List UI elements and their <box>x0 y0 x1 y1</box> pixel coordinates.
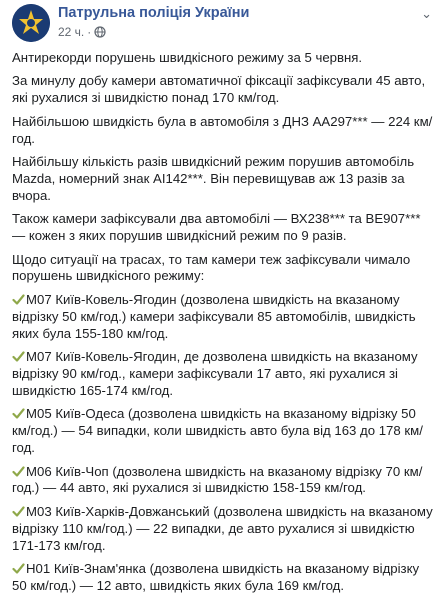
meta-separator: · <box>87 25 92 39</box>
list-item-text: М03 Київ-Харків-Довжанський (дозволена швидкість на вказаному відрізку 110 км/год.) — 22 випадки, де авто рухалися зі швидкістю 171-173 км/год. <box>12 503 433 553</box>
check-mark-icon <box>12 407 25 420</box>
post-paragraph: Найбільшою швидкість була в автомобіля з ДНЗ АА297*** — 224 км/год. <box>12 113 433 146</box>
page-name-link[interactable]: Патрульна поліція України <box>58 5 250 21</box>
list-item-text: М05 Київ-Одеса (дозволена швидкість на вказаному відрізку 50 км/год.) — 54 випадки, коли швидкість авто була від 163 до 178 км/год. <box>12 406 423 456</box>
list-item <box>12 406 436 457</box>
list-item <box>12 349 436 400</box>
list-item <box>12 504 436 555</box>
post-meta <box>58 25 106 41</box>
post-body <box>12 50 436 601</box>
list-item-text: М07 Київ-Ковель-Ягодин, де дозволена швидкість на вказаному відрізку 90 км/год., камери зафіксували 17 авто, які рухалися зі швидкістю 165-174 км/год. <box>12 349 418 398</box>
list-item-text: Н01 Київ-Знам'янка (дозволена швидкість на вказаному відрізку 50 км/год.) — 12 авто, швидкість яких була 169 км/год. <box>12 561 420 593</box>
post-paragraph: Найбільшу кількість разів швидкісний режим порушив автомобіль Mazda, номерний знак АІ142***. Він перевищував аж 13 разів за вчора. <box>12 154 415 203</box>
timestamp-link[interactable]: 22 ч. <box>58 25 85 39</box>
list-item <box>12 561 436 595</box>
list-item <box>12 292 436 343</box>
post-paragraph: За минулу добу камери автоматичної фіксації зафіксували 45 авто, які рухалися зі швидкістю понад 170 км/год. <box>12 73 426 106</box>
check-mark-icon <box>12 465 25 478</box>
list-item-text: М07 Київ-Ковель-Ягодин (дозволена швидкість на вказаному відрізку 50 км/год.) камери зафіксували 85 автомобілів, швидкість яких була 155-180 км/год. <box>12 291 416 341</box>
check-mark-icon <box>12 293 25 306</box>
chevron-down-icon[interactable]: ⌄ <box>421 6 432 21</box>
post-paragraph: Антирекорди порушень швидкісного режиму за 5 червня. <box>12 50 363 65</box>
post-paragraph: Також камери зафіксували два автомобілі — ВХ238*** та ВЕ907*** — кожен з яких порушив швидкісний режим по 9 разів. <box>12 211 421 244</box>
globe-icon[interactable] <box>94 26 106 41</box>
check-mark-icon <box>12 350 25 363</box>
check-mark-icon <box>12 562 25 575</box>
post-header <box>0 0 444 44</box>
check-mark-icon <box>12 505 25 518</box>
post-paragraph: Щодо ситуації на трасах, то там камери теж зафіксували чимало порушень швидкісного режиму: <box>12 251 411 284</box>
list-item <box>12 464 436 498</box>
police-emblem-icon[interactable] <box>12 4 50 42</box>
list-item-text: М06 Київ-Чоп (дозволена швидкість на вказаному відрізку 70 км/год.) — 44 авто, які рухалися зі швидкістю 158-159 км/год. <box>12 463 423 496</box>
